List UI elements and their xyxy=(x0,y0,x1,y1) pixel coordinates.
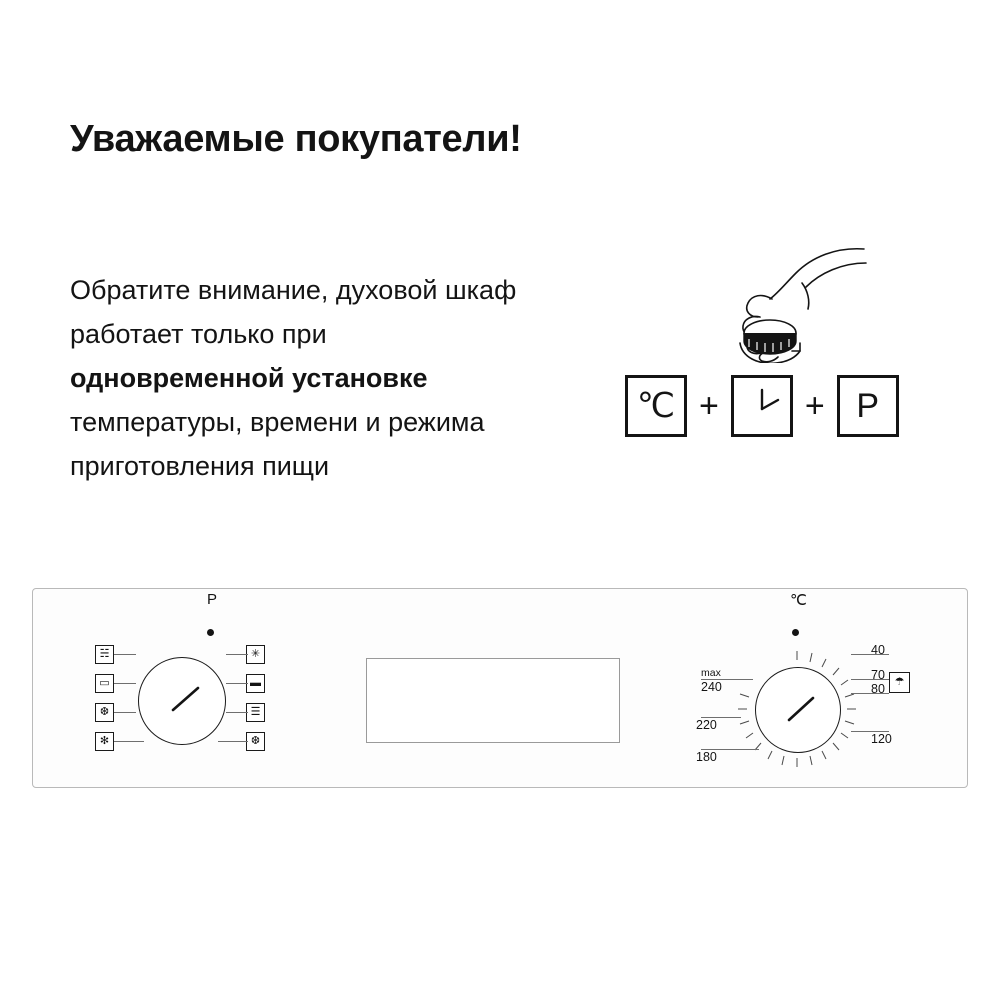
paragraph-bold-phrase: одновременной установке xyxy=(70,363,428,393)
temperature-value-70: 70 xyxy=(871,668,885,682)
temperature-value-220: 220 xyxy=(696,718,717,732)
paragraph-line-4: режима приготовления пищи xyxy=(70,407,485,481)
mode-icon-fan-only[interactable] xyxy=(246,645,265,664)
mode-icon-light[interactable] xyxy=(95,732,114,751)
plus-sign-1: + xyxy=(699,386,719,425)
tick-right-1 xyxy=(226,654,248,655)
mode-glyph: ✻ xyxy=(99,735,110,747)
mode-glyph: ❆ xyxy=(99,706,110,718)
clock-icon xyxy=(740,384,784,428)
temperature-value-240: 240 xyxy=(701,680,722,694)
temperature-knob-indicator-dot xyxy=(792,629,799,636)
mode-icon-grill-fan[interactable] xyxy=(95,645,114,664)
mode-icon-top-bottom[interactable] xyxy=(246,703,265,722)
paragraph-line-3: температуры, времени и xyxy=(70,407,381,437)
paragraph-line-2: шкаф работает только при xyxy=(70,275,517,349)
mode-icon-convection[interactable] xyxy=(246,732,265,751)
timer-display[interactable] xyxy=(366,658,620,743)
tick-right-2 xyxy=(226,683,248,684)
mode-glyph: ▭ xyxy=(99,677,110,689)
celsius-icon: ℃ xyxy=(636,387,676,425)
temperature-value-180: 180 xyxy=(696,750,717,764)
mode-icon-top-heat[interactable] xyxy=(246,674,265,693)
mode-glyph: ✳ xyxy=(250,648,261,660)
mode-glyph: ☵ xyxy=(99,648,110,660)
grill-icon[interactable] xyxy=(889,672,910,693)
mode-glyph: ❆ xyxy=(250,735,261,747)
page-title: Уважаемые покупатели! xyxy=(70,118,522,160)
mode-icon-bottom-heat[interactable] xyxy=(95,674,114,693)
program-knob-label: P xyxy=(207,591,218,608)
paragraph-line-1: Обратите внимание, духовой xyxy=(70,275,438,305)
temperature-value-80: 80 xyxy=(871,682,885,696)
tick-right-3 xyxy=(226,712,248,713)
tick-left-4 xyxy=(114,741,144,742)
hand-turning-knob-icon xyxy=(716,243,876,363)
plus-sign-2: + xyxy=(804,386,825,425)
grill-glyph: ☂ xyxy=(894,676,905,688)
temperature-knob-label: ℃ xyxy=(790,592,807,609)
program-knob-indicator-dot xyxy=(207,629,214,636)
mode-icon-defrost[interactable] xyxy=(95,703,114,722)
formula-row xyxy=(625,375,899,437)
clock-symbol-box xyxy=(731,375,793,437)
program-knob[interactable] xyxy=(138,657,226,745)
temperature-value-120: 120 xyxy=(871,732,892,746)
temperature-max-label: max xyxy=(701,667,721,679)
temperature-symbol-box xyxy=(625,375,687,437)
temperature-value-40: 40 xyxy=(871,643,885,657)
temperature-scale-arc xyxy=(733,647,861,775)
program-letter-icon: P xyxy=(856,387,880,425)
tick-right-4 xyxy=(218,741,248,742)
program-symbol-box xyxy=(837,375,899,437)
tick-left-2 xyxy=(114,683,136,684)
mode-glyph: ▬ xyxy=(250,677,261,689)
oven-control-panel xyxy=(32,588,968,788)
notice-paragraph xyxy=(70,268,540,488)
tick-left-1 xyxy=(114,654,136,655)
mode-glyph: ☰ xyxy=(250,706,261,718)
tick-left-3 xyxy=(114,712,136,713)
